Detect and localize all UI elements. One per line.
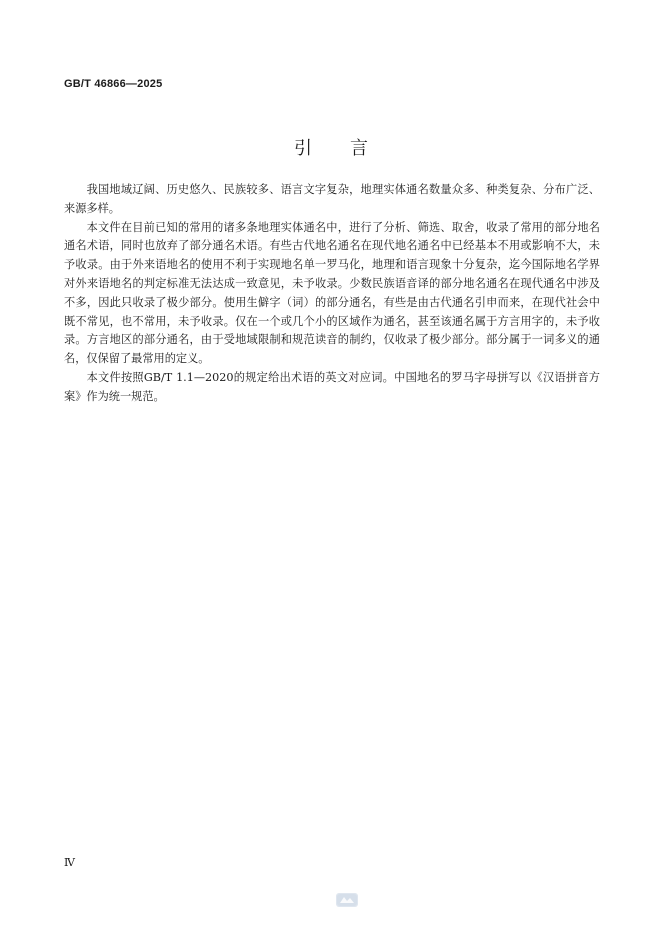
logo-icon [336, 893, 358, 907]
page-number: Ⅳ [64, 856, 75, 869]
paragraph: 我国地域辽阔、历史悠久、民族较多、语言文字复杂，地理实体通名数量众多、种类复杂、分布广泛、来源多样。 [64, 183, 600, 215]
page-title: 引言 [294, 138, 406, 159]
standard-number: GB/T 46866—2025 [64, 78, 163, 90]
paragraph: 本文件在目前已知的常用的诸多条地理实体通名中，进行了分析、筛选、取舍，收录了常用的部分地名通名术语，同时也放弃了部分通名术语。有些古代地名通名在现代地名通名中已经基本不用或影响不大，未予收录。由于外来语地名的使用不利于实现地名单一罗马化，地理和语言现象十分复杂，迄今国际地名学界对外来语地名的判定标准无法达成一致意见，未予收录。少数民族语音译的部分地名通名在现代通名中涉及不多，因此只收录了极少部分。使用生僻字（词）的部分通名，有些是由古代通名引申而来，在现代社会中既不常见，也不常用，未予收录。仅在一个或几个小的区域作为通名，甚至该通名属于方言用字的，未予收录。方言地区的部分通名，由于受地域限制和规范读音的制约，仅收录了极少部分。部分属于一词多义的通名，仅保留了最常用的定义。 [64, 220, 600, 366]
watermark-logo [336, 893, 358, 907]
paragraph: 本文件按照GB/T 1.1—2020的规定给出术语的英文对应词。中国地名的罗马字母拼写以《汉语拼音方案》作为统一规范。 [64, 370, 600, 403]
introduction-body [64, 181, 600, 407]
